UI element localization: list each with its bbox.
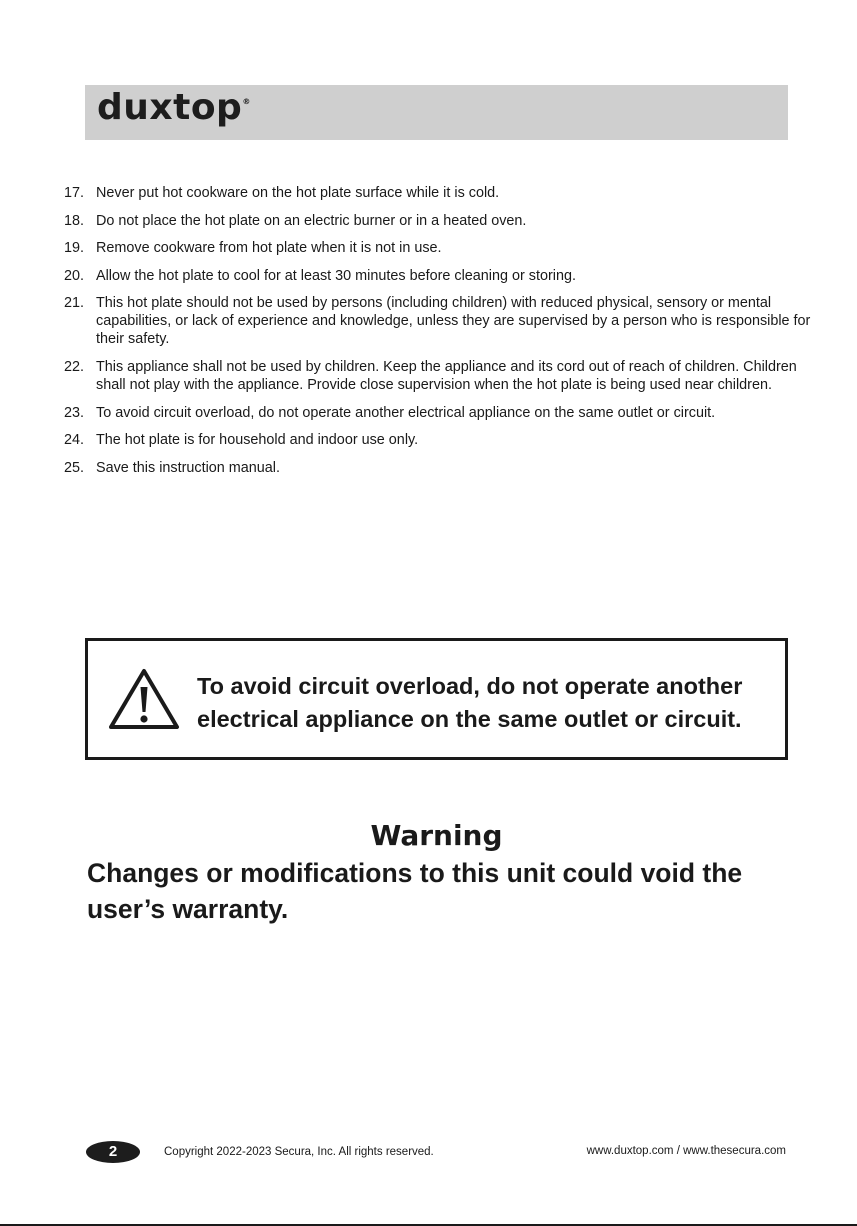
item-text: Allow the hot plate to cool for at least 30 minutes before cleaning or storing.: [96, 267, 576, 284]
registered-mark: ®: [242, 97, 251, 106]
item-number: 22.: [64, 358, 85, 375]
list-item: [64, 239, 824, 257]
item-number: 17.: [64, 185, 85, 201]
list-item: [64, 404, 824, 422]
copyright-text: Copyright 2022-2023 Secura, Inc. All rights reserved.: [164, 1146, 434, 1158]
item-text: To avoid circuit overload, do not operate another electrical appliance on the same outlet or circuit.: [96, 404, 716, 421]
caution-text: To avoid circuit overload, do not operate another electrical appliance on the same outlet or circuit.: [197, 673, 743, 732]
list-item: [64, 212, 824, 230]
brand-header-bar: [85, 85, 788, 140]
instruction-list: [64, 184, 824, 486]
item-number: 24.: [64, 432, 85, 449]
item-text: The hot plate is for household and indoor use only.: [96, 432, 419, 449]
item-number: 20.: [64, 267, 85, 284]
warning-title: Warning: [370, 819, 503, 852]
duxtop-logo: [97, 87, 251, 128]
brand-name: duxtop: [97, 87, 243, 128]
item-text: This appliance shall not be used by children. Keep the appliance and its cord out of reach of children. Children shall not play with the appliance. Provide close supervision when the hot plate is being used near children.: [96, 358, 797, 393]
item-text: Remove cookware from hot plate when it is not in use.: [96, 240, 442, 257]
page-number-badge: 2: [86, 1141, 140, 1163]
warning-triangle-icon: [108, 667, 180, 731]
list-item: [64, 358, 824, 394]
list-item: [64, 459, 824, 477]
list-item: [64, 184, 824, 202]
item-number: 23.: [64, 404, 85, 421]
item-number: 21.: [64, 295, 85, 312]
item-number: 18.: [64, 212, 85, 229]
item-text: This hot plate should not be used by persons (including children) with reduced physical, sensory or mental capabilities, or lack of experience and knowledge, unless they are supervised by a person who is responsible for their safety.: [96, 295, 811, 348]
item-number: 19.: [64, 240, 85, 257]
list-item: [64, 294, 824, 348]
website-links: www.duxtop.com / www.thesecura.com: [586, 1145, 786, 1157]
item-text: Do not place the hot plate on an electric burner or in a heated oven.: [96, 212, 527, 229]
item-text: Never put hot cookware on the hot plate surface while it is cold.: [96, 185, 500, 201]
caution-box: [85, 638, 788, 760]
list-item: [64, 267, 824, 285]
list-item: [64, 431, 824, 449]
item-number: 25.: [64, 459, 85, 476]
warning-body: Changes or modifications to this unit could void the user’s warranty.: [87, 858, 743, 924]
item-text: Save this instruction manual.: [96, 459, 280, 476]
